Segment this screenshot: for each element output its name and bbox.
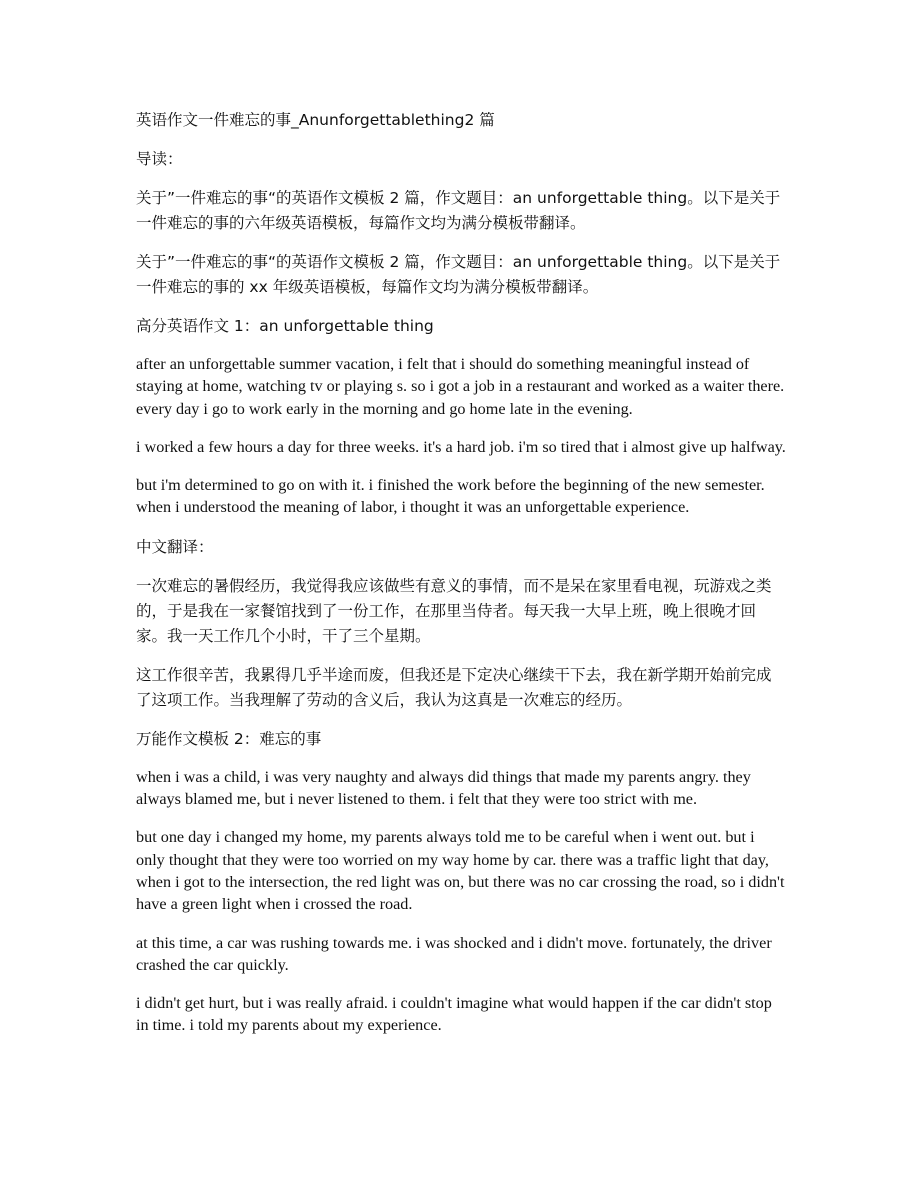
- essay2-paragraph-4: i didn't get hurt, but i was really afraid. i couldn't imagine what would happen if the car didn't stop in time. i told my parents about my experience.: [136, 994, 772, 1035]
- essay2-paragraph-2: but one day i changed my home, my parents always told me to be careful when i went out. but i only thought that they were too worried on my way home by car. there was a traffic light that day, when i got to the intersection, the red light was on, but there was no car crossing the road, so i didn't have a green light when i crossed the road.: [136, 828, 785, 914]
- essay1-heading: 高分英语作文 1：an unforgettable thing: [136, 317, 434, 335]
- essay1-paragraph-1: after an unforgettable summer vacation, i felt that i should do something meaningful instead of staying at home, watching tv or playing s. so i got a job in a restaurant and worked as a waiter there. every day i go to work early in the morning and go home late in the evening.: [136, 355, 785, 418]
- document-page: [136, 108, 786, 1053]
- essay2-heading: 万能作文模板 2：难忘的事: [136, 729, 322, 748]
- translation-paragraph-1: 一次难忘的暑假经历，我觉得我应该做些有意义的事情，而不是呆在家里看电视，玩游戏之类的，于是我在一家餐馆找到了一份工作，在那里当侍者。每天我一大早上班，晚上很晚才回家。我一天工作几个小时，干了三个星期。: [136, 576, 772, 645]
- guide-label: 导读：: [136, 150, 183, 168]
- translation-label: 中文翻译：: [136, 537, 214, 556]
- essay2-paragraph-3: at this time, a car was rushing towards me. i was shocked and i didn't move. fortunately, the driver crashed the car quickly.: [136, 933, 772, 974]
- intro-paragraph-1: 关于”一件难忘的事“的英语作文模板 2 篇，作文题目：an unforgettable thing。以下是关于一件难忘的事的六年级英语模板，每篇作文均为满分模板带翻译。: [136, 189, 781, 232]
- document-title: 英语作文一件难忘的事_Anunforgettablething2 篇: [136, 111, 495, 129]
- essay1-paragraph-3: but i'm determined to go on with it. i finished the work before the beginning of the new semester. when i understood the meaning of labor, i thought it was an unforgettable experience.: [136, 476, 765, 517]
- translation-paragraph-2: 这工作很辛苦，我累得几乎半途而废，但我还是下定决心继续干下去，我在新学期开始前完成了这项工作。当我理解了劳动的含义后，我认为这真是一次难忘的经历。: [136, 665, 772, 709]
- essay1-paragraph-2: i worked a few hours a day for three weeks. it's a hard job. i'm so tired that i almost give up halfway.: [136, 437, 786, 456]
- essay2-paragraph-1: when i was a child, i was very naughty and always did things that made my parents angry. they always blamed me, but i never listened to them. i felt that they were too strict with me.: [136, 767, 751, 809]
- intro-paragraph-2: 关于”一件难忘的事“的英语作文模板 2 篇，作文题目：an unforgettable thing。以下是关于一件难忘的事的 xx 年级英语模板，每篇作文均为满分模板带翻译。: [136, 253, 781, 296]
